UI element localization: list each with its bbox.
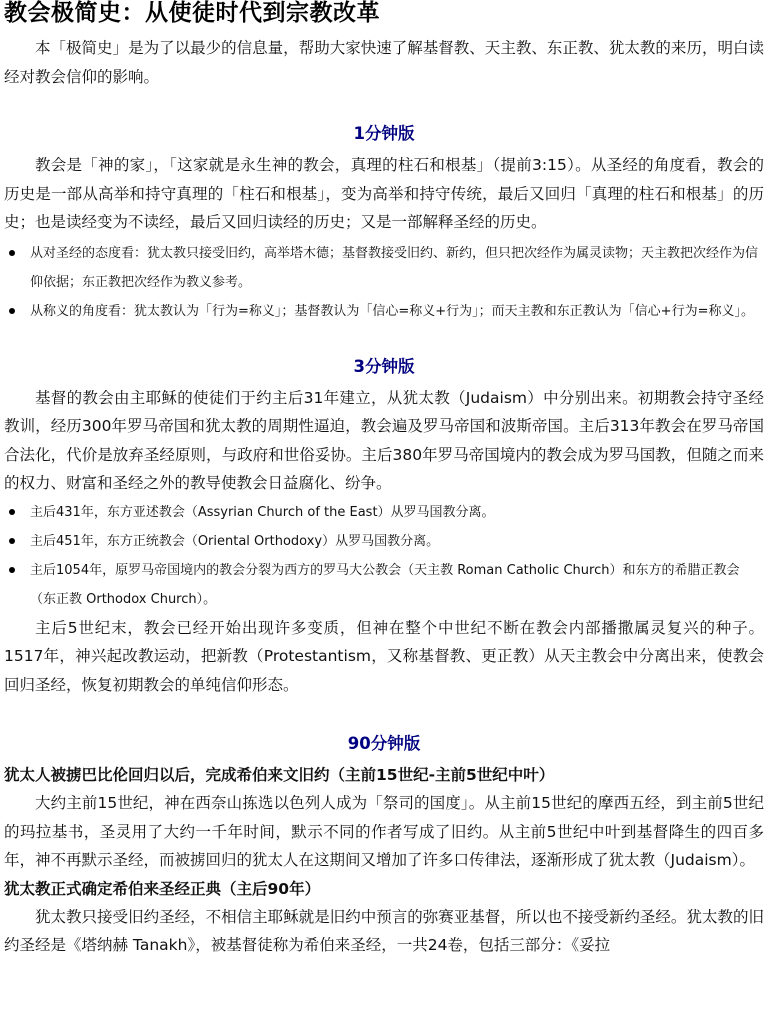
list-item bbox=[30, 527, 764, 556]
bullet-dot-icon bbox=[9, 538, 15, 544]
bullet-dot-icon bbox=[9, 509, 15, 515]
section-3min-paragraph-2: 主后5世纪末，教会已经开始出现许多变质，但神在整个中世纪不断在教会内部播撒属灵复兴的种子。1517年，神兴起改教运动，把新教（Protestantism，又称基督教、更正教）从天主教会中分离出来，使教会回归圣经，恢复初期教会的单纯信仰形态。 bbox=[4, 618, 764, 694]
subsection-heading: 犹太教正式确定希伯来圣经正典（主后90年） bbox=[4, 879, 321, 898]
section-title-3min: 3分钟版 bbox=[353, 356, 415, 376]
section-title-90min: 90分钟版 bbox=[347, 734, 421, 753]
subsection-paragraph: 大约主前15世纪，神在西奈山拣选以色列人成为「祭司的国度」。从主前15世纪的摩西五经，到主前5世纪的玛拉基书，圣灵用了大约一千年时间，默示不同的作者写成了旧约。从主前5世纪中叶到基督降生的四百多年，神不再默示圣经，而被掳回归的犹太人在这期间又增加了许多口传律法，逐渐形成了犹太教（Judaism）。 bbox=[4, 794, 764, 869]
page-title: 教会极简史：从使徒时代到宗教改革 bbox=[4, 0, 380, 26]
subsection-paragraph: 犹太教只接受旧约圣经，不相信主耶稣就是旧约中预言的弥赛亚基督，所以也不接受新约圣经。犹太教的旧约圣经是《塔纳赫 Tanakh》，被基督徒称为希伯来圣经，一共24卷，包括三部分：《妥拉 bbox=[4, 907, 764, 954]
list-item-text: 从称义的角度看：犹太教认为「行为=称义」；基督教认为「信心=称义+行为」；而天主教和东正教认为「信心+行为=称义」。 bbox=[30, 303, 754, 319]
bullet-dot-icon bbox=[9, 567, 15, 573]
list-item bbox=[30, 239, 764, 297]
bullet-dot-icon bbox=[9, 250, 15, 256]
list-item bbox=[30, 297, 764, 326]
section-1min-paragraph: 教会是「神的家」，「这家就是永生神的教会，真理的柱石和根基」（提前3:15）。从圣经的角度看，教会的历史是一部从高举和持守真理的「柱石和根基」，变为高举和持守传统，最后又回归「真理的柱石和根基」的历史；也是读经变为不读经，最后又回归读经的历史；又是一部解释圣经的历史。 bbox=[4, 156, 764, 231]
list-item-text: 主后451年，东方正统教会（Oriental Orthodoxy）从罗马国教分离。 bbox=[30, 533, 440, 549]
section-3min-bullet-list bbox=[4, 498, 764, 614]
list-item-text: 从对圣经的态度看：犹太教只接受旧约，高举塔木德；基督教接受旧约、新约，但只把次经作为属灵读物；天主教把次经作为信仰依据；东正教把次经作为教义参考。 bbox=[30, 245, 759, 290]
section-3min-paragraph: 基督的教会由主耶稣的使徒们于约主后31年建立，从犹太教（Judaism）中分别出来。初期教会持守圣经教训，经历300年罗马帝国和犹太教的周期性逼迫，教会遍及罗马帝国和波斯帝国。主后313年教会在罗马帝国合法化，代价是放弃圣经原则，与政府和世俗妥协。主后380年罗马帝国境内的教会成为罗马国教，但随之而来的权力、财富和圣经之外的教导使教会日益腐化、纷争。 bbox=[4, 388, 764, 492]
intro-paragraph: 本「极简史」是为了以最少的信息量，帮助大家快速了解基督教、天主教、东正教、犹太教的来历，明白读经对教会信仰的影响。 bbox=[4, 39, 764, 86]
list-item-text: 主后431年，东方亚述教会（Assyrian Church of the East）从罗马国教分离。 bbox=[30, 504, 495, 520]
section-title-1min: 1分钟版 bbox=[353, 124, 415, 143]
bullet-dot-icon bbox=[9, 308, 15, 314]
section-1min-bullet-list bbox=[4, 239, 764, 326]
list-item bbox=[30, 498, 764, 527]
list-item bbox=[30, 556, 764, 614]
list-item-text: 主后1054年，原罗马帝国境内的教会分裂为西方的罗马大公教会（天主教 Roman Catholic Church）和东方的希腊正教会（东正教 Orthodox Church）。 bbox=[30, 562, 740, 607]
subsection-heading: 犹太人被掳巴比伦回归以后，完成希伯来文旧约（主前15世纪-主前5世纪中叶） bbox=[4, 766, 555, 784]
